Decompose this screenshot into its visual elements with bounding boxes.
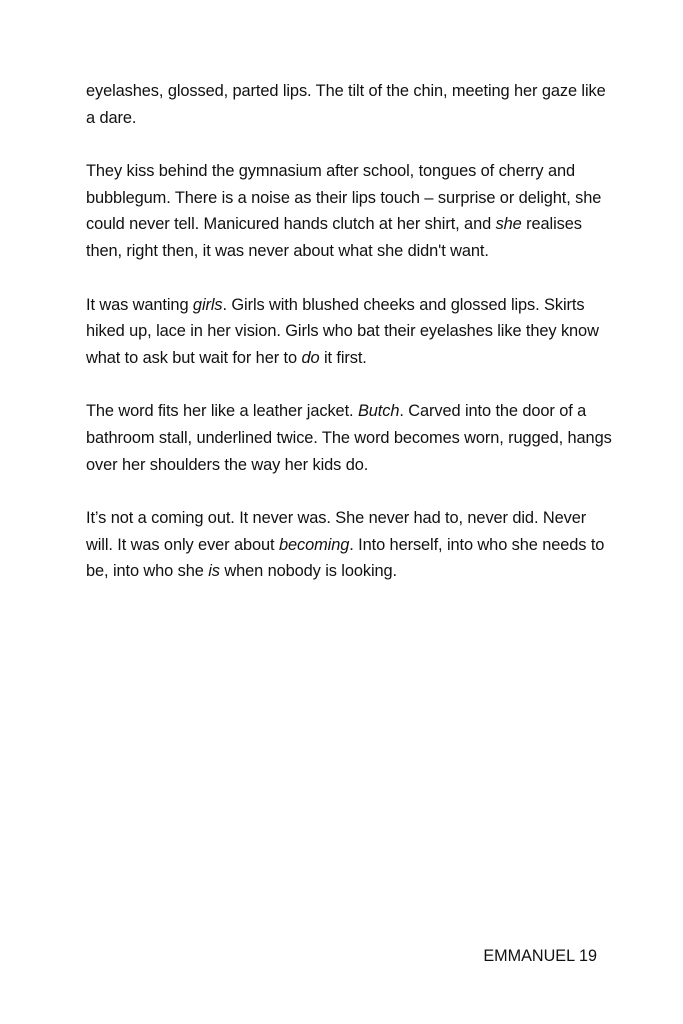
text-run: The word fits her like a leather jacket.: [86, 402, 358, 421]
paragraph: [86, 398, 616, 478]
text-run: They kiss behind the gymnasium after school, tongues of cherry and bubblegum. There is a noise as their lips touch – surprise or delight, she could never tell. Manicured hands clutch at her shirt, and: [86, 162, 602, 234]
text-run: . Into herself, into who she needs to be, into who she: [86, 535, 605, 581]
text-run: eyelashes, glossed, parted lips. The tilt of the chin, meeting her gaze like a dare.: [86, 82, 606, 127]
running-footer: EMMANUEL 19: [483, 947, 597, 965]
text-run: It was wanting: [86, 295, 193, 314]
text-run: realises then, right then, it was never about what she didn't want.: [86, 215, 582, 260]
italic-text-run: is: [208, 562, 220, 581]
italic-text-run: becoming: [278, 535, 350, 554]
paragraph: [86, 78, 616, 131]
text-run: It’s not a coming out. It never was. She never had to, never did. Never will. It was only ever about: [86, 509, 587, 554]
text-run: . Carved into the door of a bathroom stall, underlined twice. The word becomes worn, rugged, hangs over her shoulders the way her kids do.: [86, 402, 612, 474]
paragraph: [86, 292, 616, 372]
text-run: when nobody is looking.: [219, 562, 397, 581]
italic-text-run: girls: [192, 295, 223, 314]
italic-text-run: Butch: [357, 402, 400, 421]
paragraph: [86, 505, 616, 585]
paragraph: [86, 158, 616, 264]
italic-text-run: do: [301, 348, 320, 367]
text-run: . Girls with blushed cheeks and glossed lips. Skirts hiked up, lace in her vision. Girls who bat their eyelashes like they know what to ask but wait for her to: [86, 295, 599, 367]
text-run: it first.: [319, 348, 367, 367]
body-text: [86, 78, 616, 612]
italic-text-run: she: [495, 215, 522, 234]
